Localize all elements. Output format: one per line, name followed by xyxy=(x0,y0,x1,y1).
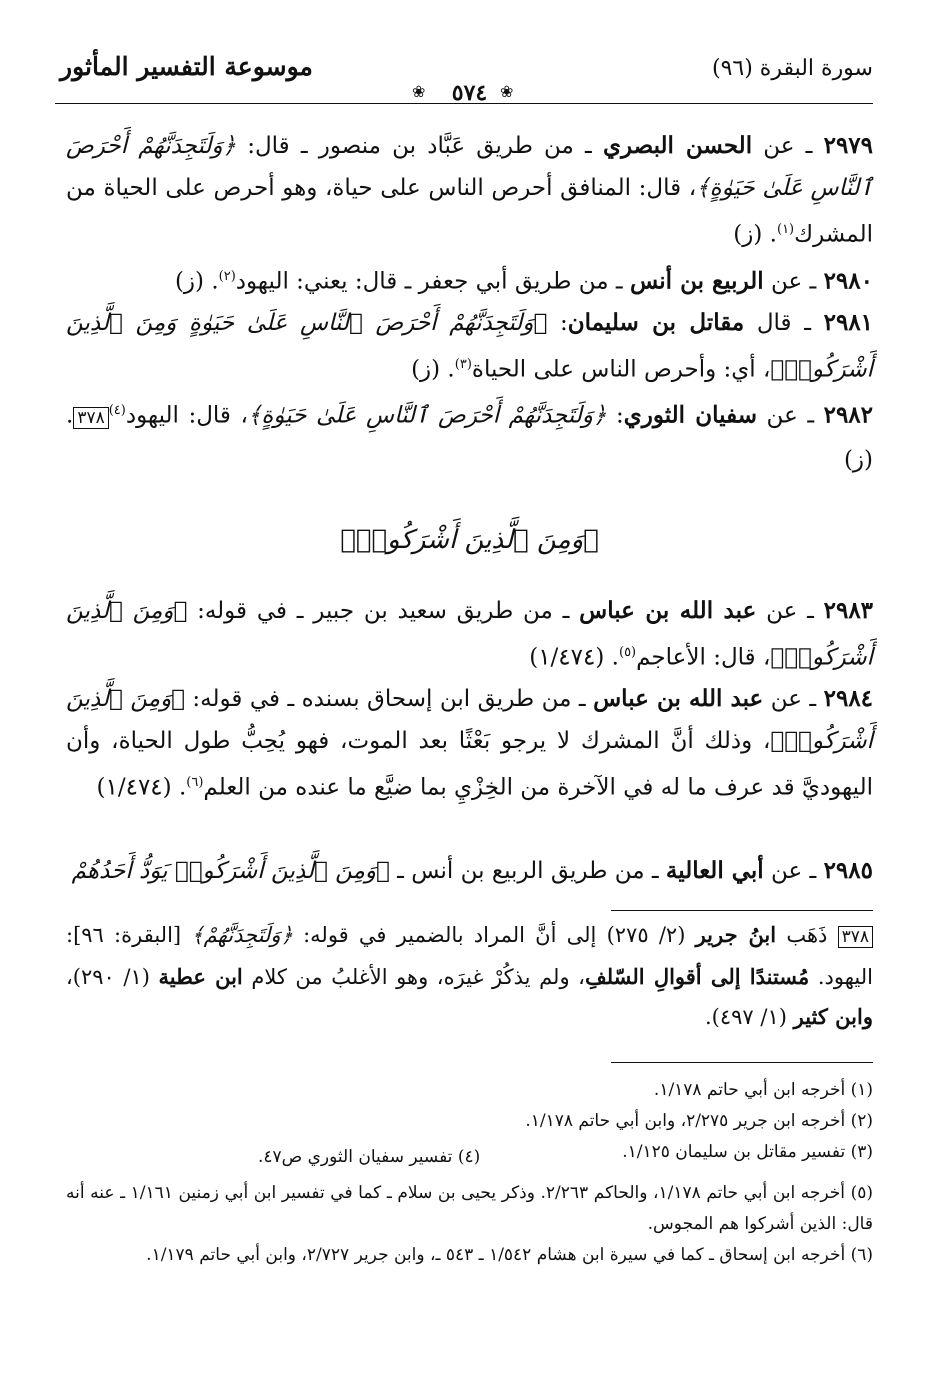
entry-tail: . (ز) xyxy=(174,268,219,295)
entry-2982 xyxy=(66,390,873,481)
entry-text: ـ عن xyxy=(763,268,817,295)
footnote-marker: (٢) xyxy=(218,269,236,284)
entry-text: ـ من طريق سعيد بن جبير ـ في قوله: xyxy=(187,598,580,624)
entry-text: ، أي: وأحرص الناس على الحياة xyxy=(471,356,771,383)
narrator-name: سفيان الثوري xyxy=(623,401,758,429)
footnote-marker: (٥) xyxy=(618,645,637,660)
entry-text: ـ عن xyxy=(763,686,817,712)
entry-2980 xyxy=(66,256,873,303)
narrator-name: عبد الله بن عباس xyxy=(593,685,764,712)
surah-label: سورة البقرة (٩٦) xyxy=(711,56,873,81)
entry-tail: . (١/٤٧٤) xyxy=(529,644,619,671)
commentary-text: (١/ ٤٩٧). xyxy=(704,1005,794,1029)
entry-text: ، قال: اليهود xyxy=(125,402,248,429)
footnote-1: (١) أخرجه ابن أبي حاتم ١/١٧٨. xyxy=(653,1080,873,1100)
entry-text: ، قال: المنافق أحرص الناس على حياة، وهو أحرص على الحياة من المشرك xyxy=(66,175,873,248)
footnote-3: (٣) تفسير مقاتل بن سليمان ١/١٢٥. xyxy=(622,1142,873,1162)
entry-number: ٢٩٨٤ xyxy=(823,685,874,712)
entry-number: ٢٩٨١ xyxy=(823,309,874,336)
entry-tail: . (ز) xyxy=(733,221,777,248)
footnote-marker: (١) xyxy=(776,222,795,237)
scholar-name: وابن كثير xyxy=(793,1004,873,1029)
entry-text: ـ عن xyxy=(763,858,817,884)
commentary-ref: ٣٧٨ xyxy=(838,926,873,948)
footnote-2: (٢) أخرجه ابن جرير ٢/٢٧٥، وابن أبي حاتم ١/١٧٨. xyxy=(525,1111,873,1131)
entry-text: ـ من طريق عَبَّاد بن منصور ـ قال: xyxy=(236,133,603,159)
entry-tail: . (ز) xyxy=(66,402,873,473)
book-title: موسوعة التفسير المأثور xyxy=(60,52,313,81)
scholar-name: ابن عطية xyxy=(158,964,243,989)
entry-2983 xyxy=(66,590,873,679)
commentary-ref: ٣٧٨ xyxy=(73,407,108,429)
entry-tail: . (١/٤٧٤) xyxy=(96,774,187,801)
entry-text: ـ من طريق ابن إسحاق بسنده ـ في قوله: xyxy=(184,686,594,712)
commentary-text: ، ولم يذكُرْ غيرَه، وهو الأغلبُ من كلام xyxy=(242,965,585,989)
footnote-separator xyxy=(611,910,873,911)
footnote-6: (٦) أخرجه ابن إسحاق ـ كما في سيرة ابن هشام ١/٥٤٢ ـ ٥٤٣ ـ، وابن جرير ٢/٧٢٧، وابن أبي حاتم ١/١٧٩. xyxy=(146,1245,873,1265)
commentary-text: [البقرة: ٩٦]: اليهود. xyxy=(66,923,873,989)
quran-quote: ﴿وَمِنَ ٱلَّذِينَ أَشْرَكُوا۟ يَوَدُّ أَحَدُهُمْ xyxy=(71,858,390,884)
entry-2981 xyxy=(66,302,873,391)
entry-text: ـ عن xyxy=(756,598,814,624)
quran-quote: ﴿وَلَتَجِدَنَّهُمْ أَحْرَصَ ٱلنَّاسِ عَلَىٰ حَيَوٰةٍ﴾ xyxy=(247,402,607,429)
entry-tail: . (ز) xyxy=(411,356,455,383)
commentary-emphasis: مُستندًا إلى أقوالِ السّلفِ xyxy=(584,964,810,989)
footnote-marker: (٣) xyxy=(454,357,472,372)
entry-number: ٢٩٨٥ xyxy=(823,857,873,884)
ornament-icon: ❀ xyxy=(412,82,426,101)
page-number: ٥٧٤ xyxy=(451,80,488,106)
scholar-name: ابنُ جرير xyxy=(695,922,777,947)
quran-quote: ﴿وَلَتَجِدَنَّهُمْ﴾ xyxy=(191,923,293,947)
commentary-text: (٢/ ٢٧٥) إلى أنَّ المراد بالضمير في قوله: xyxy=(292,923,696,947)
ornament-icon: ❀ xyxy=(500,82,514,101)
entry-text: ـ عن xyxy=(752,133,813,159)
quran-quote: ﴿وَمِنَ ٱلَّذِينَ أَشْرَكُوا۟﴾ xyxy=(66,598,873,671)
entry-text: ، وذلك أنَّ المشرك لا يرجو بَعْثًا بعد الموت، فهو يُحِبُّ طول الحياة، وأن اليهوديَّ قد عرف ما له في الآخرة من الخِزْيِ بما ضيَّع ما عنده من العلم xyxy=(66,728,873,801)
footnote-5: (٥) أخرجه ابن أبي حاتم ١/١٧٨، والحاكم ٢/٢٦٣. وذكر يحيى بن سلام ـ كما في تفسير ابن أبي زمنين ١/١٦١ ـ عنه أنه قال: الذين أشركوا هم المجوس. xyxy=(66,1183,874,1234)
quran-quote: ﴿وَمِنَ ٱلَّذِينَ أَشْرَكُوا۟﴾ xyxy=(66,686,873,754)
entry-number: ٢٩٨٣ xyxy=(823,597,874,624)
footnote-marker: (٤) xyxy=(108,403,126,418)
footnote-4: (٤) تفسير سفيان الثوري ص٤٧. xyxy=(258,1147,481,1167)
narrator-name: الربيع بن أنس xyxy=(629,267,764,295)
narrator-name: أبي العالية xyxy=(665,857,764,884)
footnote-separator xyxy=(611,1062,873,1063)
narrator-name: عبد الله بن عباس xyxy=(579,597,757,624)
entry-2985 xyxy=(66,850,873,892)
header-rule xyxy=(55,103,873,104)
entry-text: : xyxy=(547,310,568,336)
entry-text: ـ من طريق أبي جعفر ـ قال: يعني: اليهود xyxy=(235,268,630,295)
entry-number: ٢٩٨٢ xyxy=(823,401,874,429)
narrator-name: مقاتل بن سليمان xyxy=(567,309,745,336)
entry-2984 xyxy=(66,678,873,809)
narrator-name: الحسن البصري xyxy=(602,132,753,159)
commentary-text: (١/ ٢٩٠)، xyxy=(66,965,159,989)
entry-number: ٢٩٨٠ xyxy=(823,267,873,295)
commentary-text: ذَهَب xyxy=(776,923,838,947)
quran-quote: ﴿وَلَتَجِدَنَّهُمْ أَحْرَصَ ٱلنَّاسِ عَلَىٰ حَيَوٰةٍ وَمِنَ ٱلَّذِينَ أَشْرَكُوا۟﴾ xyxy=(66,310,873,383)
entry-2979 xyxy=(66,125,873,256)
entry-text: : xyxy=(606,402,624,429)
quran-quote: ﴿وَلَتَجِدَنَّهُمْ أَحْرَصَ ٱلنَّاسِ عَلَىٰ حَيَوٰةٍ﴾ xyxy=(66,133,873,201)
entry-text: ـ قال xyxy=(744,310,811,336)
section-heading: ﴿وَمِنَ ٱلَّذِينَ أَشْرَكُوا۟﴾ xyxy=(340,525,599,555)
entry-text: ، قال: الأعاجم xyxy=(636,644,771,671)
commentary-note xyxy=(66,915,873,1037)
footnote-marker: (٦) xyxy=(186,775,204,790)
entry-text: ـ عن xyxy=(757,402,815,429)
entry-number: ٢٩٧٩ xyxy=(823,132,874,159)
entry-text: ـ من طريق الربيع بن أنس ـ xyxy=(389,858,666,884)
